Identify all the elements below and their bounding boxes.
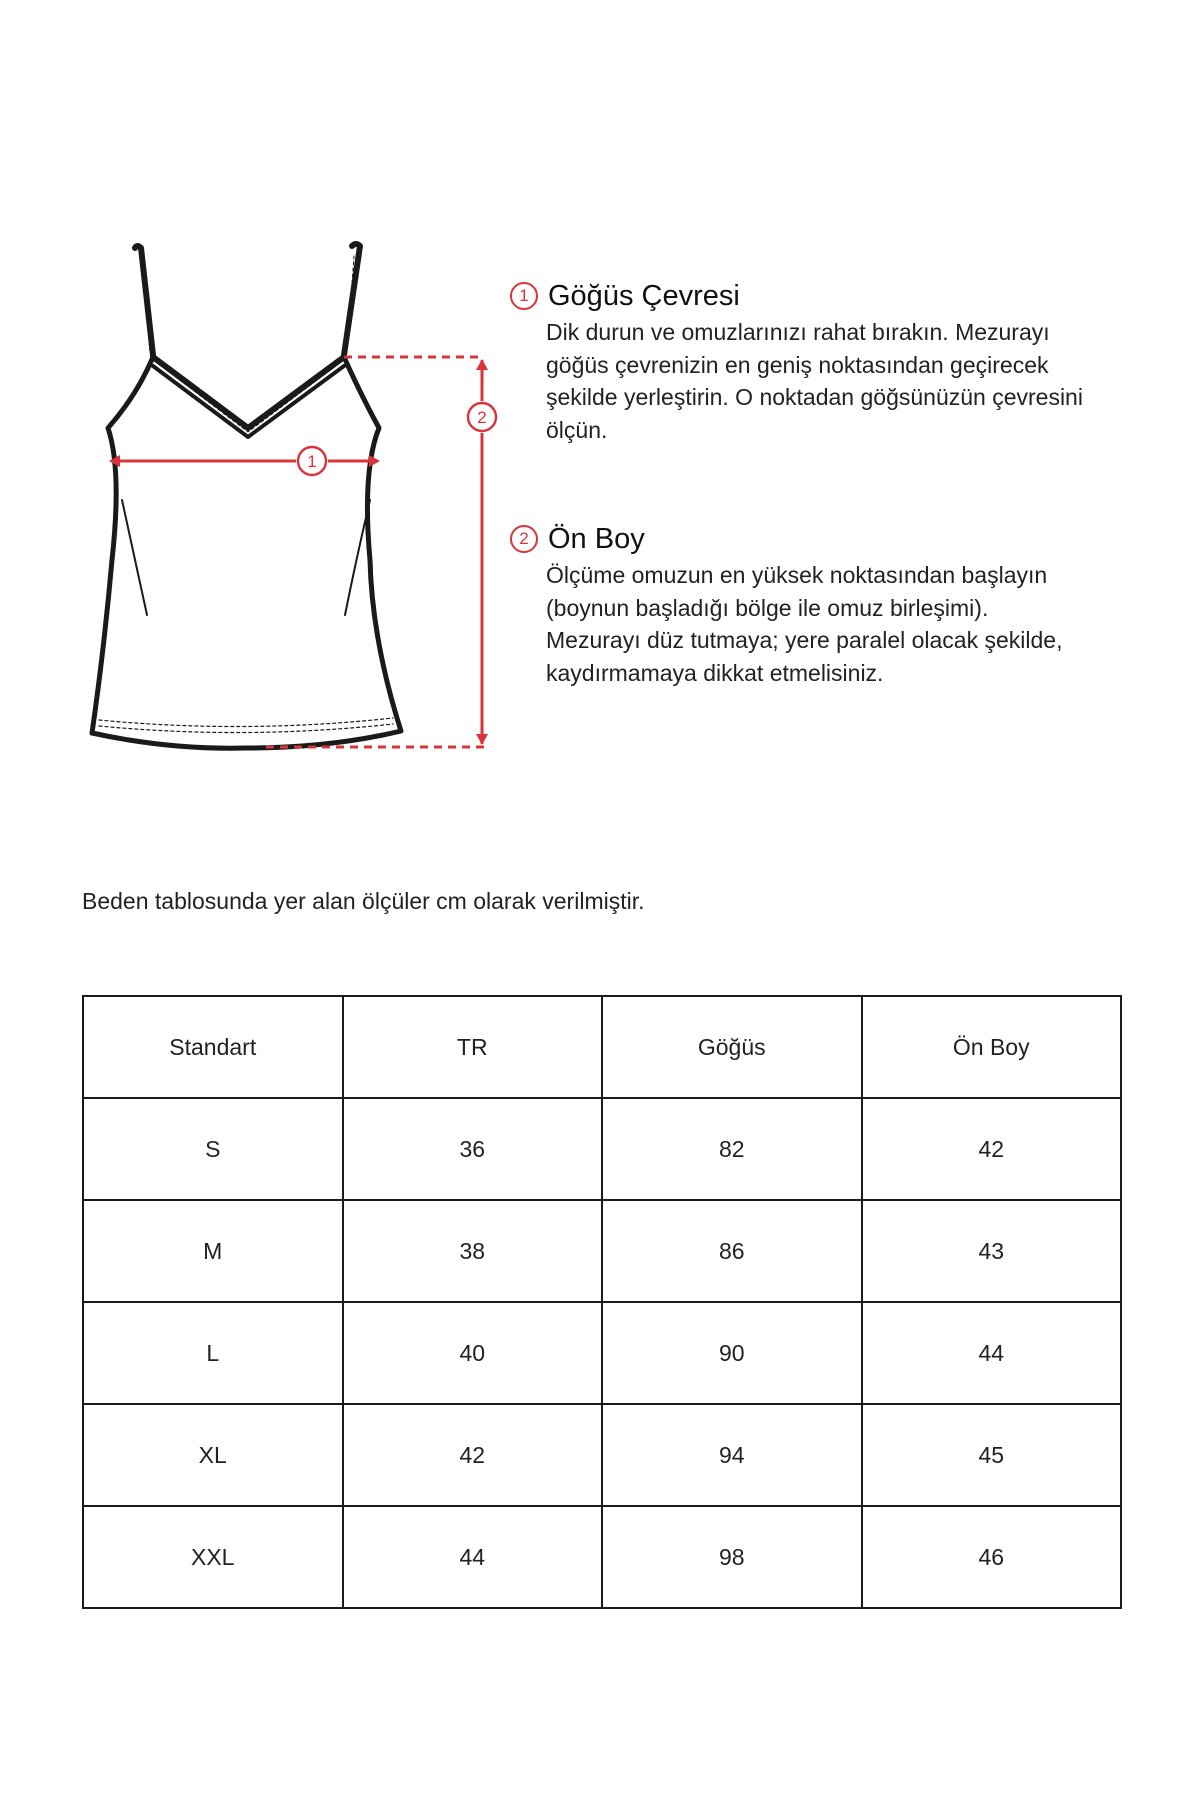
chest-measurement-info: [510, 276, 1150, 446]
table-row: [83, 1404, 1121, 1506]
length-measurement-title: [510, 519, 1150, 559]
table-row: [83, 1098, 1121, 1200]
length-description-line: Mezurayı düz tutmaya; yere paralel olacak şekilde,: [546, 627, 1063, 653]
chest-description: [546, 316, 1150, 446]
table-cell: 40: [343, 1302, 603, 1404]
length-heading: Ön Boy: [548, 522, 645, 555]
chest-measure-line: [109, 455, 380, 467]
number-2-icon: 2: [510, 525, 538, 553]
table-cell: 98: [602, 1506, 862, 1608]
table-cell: 44: [862, 1302, 1122, 1404]
table-cell: 90: [602, 1302, 862, 1404]
table-cell: 43: [862, 1200, 1122, 1302]
length-description: [546, 559, 1150, 689]
header-standart: Standart: [83, 996, 343, 1098]
length-marker-number: 2: [477, 408, 487, 427]
length-description-line: (boynun başladığı bölge ile omuz birleşimi).: [546, 594, 989, 621]
length-measurement-info: [510, 519, 1150, 689]
chest-description-line: göğüs çevrenizin en geniş noktasından geçirecek: [546, 351, 1049, 378]
header-on-boy: Ön Boy: [862, 996, 1122, 1098]
table-cell: S: [83, 1098, 343, 1200]
chest-description-line: ölçün.: [546, 416, 608, 443]
table-cell: 44: [343, 1506, 603, 1608]
units-note: Beden tablosunda yer alan ölçüler cm olarak verilmiştir.: [82, 888, 645, 914]
chest-measurement-title: [510, 276, 1150, 316]
table-cell: 82: [602, 1098, 862, 1200]
table-cell: XL: [83, 1404, 343, 1506]
chest-marker-number: 1: [307, 452, 317, 471]
table-cell: M: [83, 1200, 343, 1302]
table-cell: 46: [862, 1506, 1122, 1608]
table-cell: L: [83, 1302, 343, 1404]
table-row: [83, 1302, 1121, 1404]
length-description-line: Ölçüme omuzun en yüksek noktasından başlayın: [546, 562, 1048, 588]
chest-heading: Göğüs Çevresi: [548, 279, 740, 312]
table-cell: 94: [602, 1404, 862, 1506]
garment-outline: [92, 244, 401, 748]
chest-description-line: şekilde yerleştirin. O noktadan göğsünüzün çevresini: [546, 384, 1083, 410]
table-cell: 42: [343, 1404, 603, 1506]
number-1-icon: 1: [510, 282, 538, 310]
table-row: [83, 1506, 1121, 1608]
table-cell: 36: [343, 1098, 603, 1200]
table-cell: 42: [862, 1098, 1122, 1200]
table-cell: 45: [862, 1404, 1122, 1506]
size-chart-table: [82, 995, 1122, 1609]
length-description-line: kaydırmamaya dikkat etmelisiniz.: [546, 659, 884, 686]
header-tr: TR: [343, 996, 603, 1098]
table-cell: 86: [602, 1200, 862, 1302]
table-cell: 38: [343, 1200, 603, 1302]
table-row: [83, 1200, 1121, 1302]
table-header-row: [83, 996, 1121, 1098]
table-cell: XXL: [83, 1506, 343, 1608]
length-measure-line: [266, 357, 488, 747]
header-gogus: Göğüs: [602, 996, 862, 1098]
chest-description-line: Dik durun ve omuzlarınızı rahat bırakın. Mezurayı: [546, 319, 1050, 345]
